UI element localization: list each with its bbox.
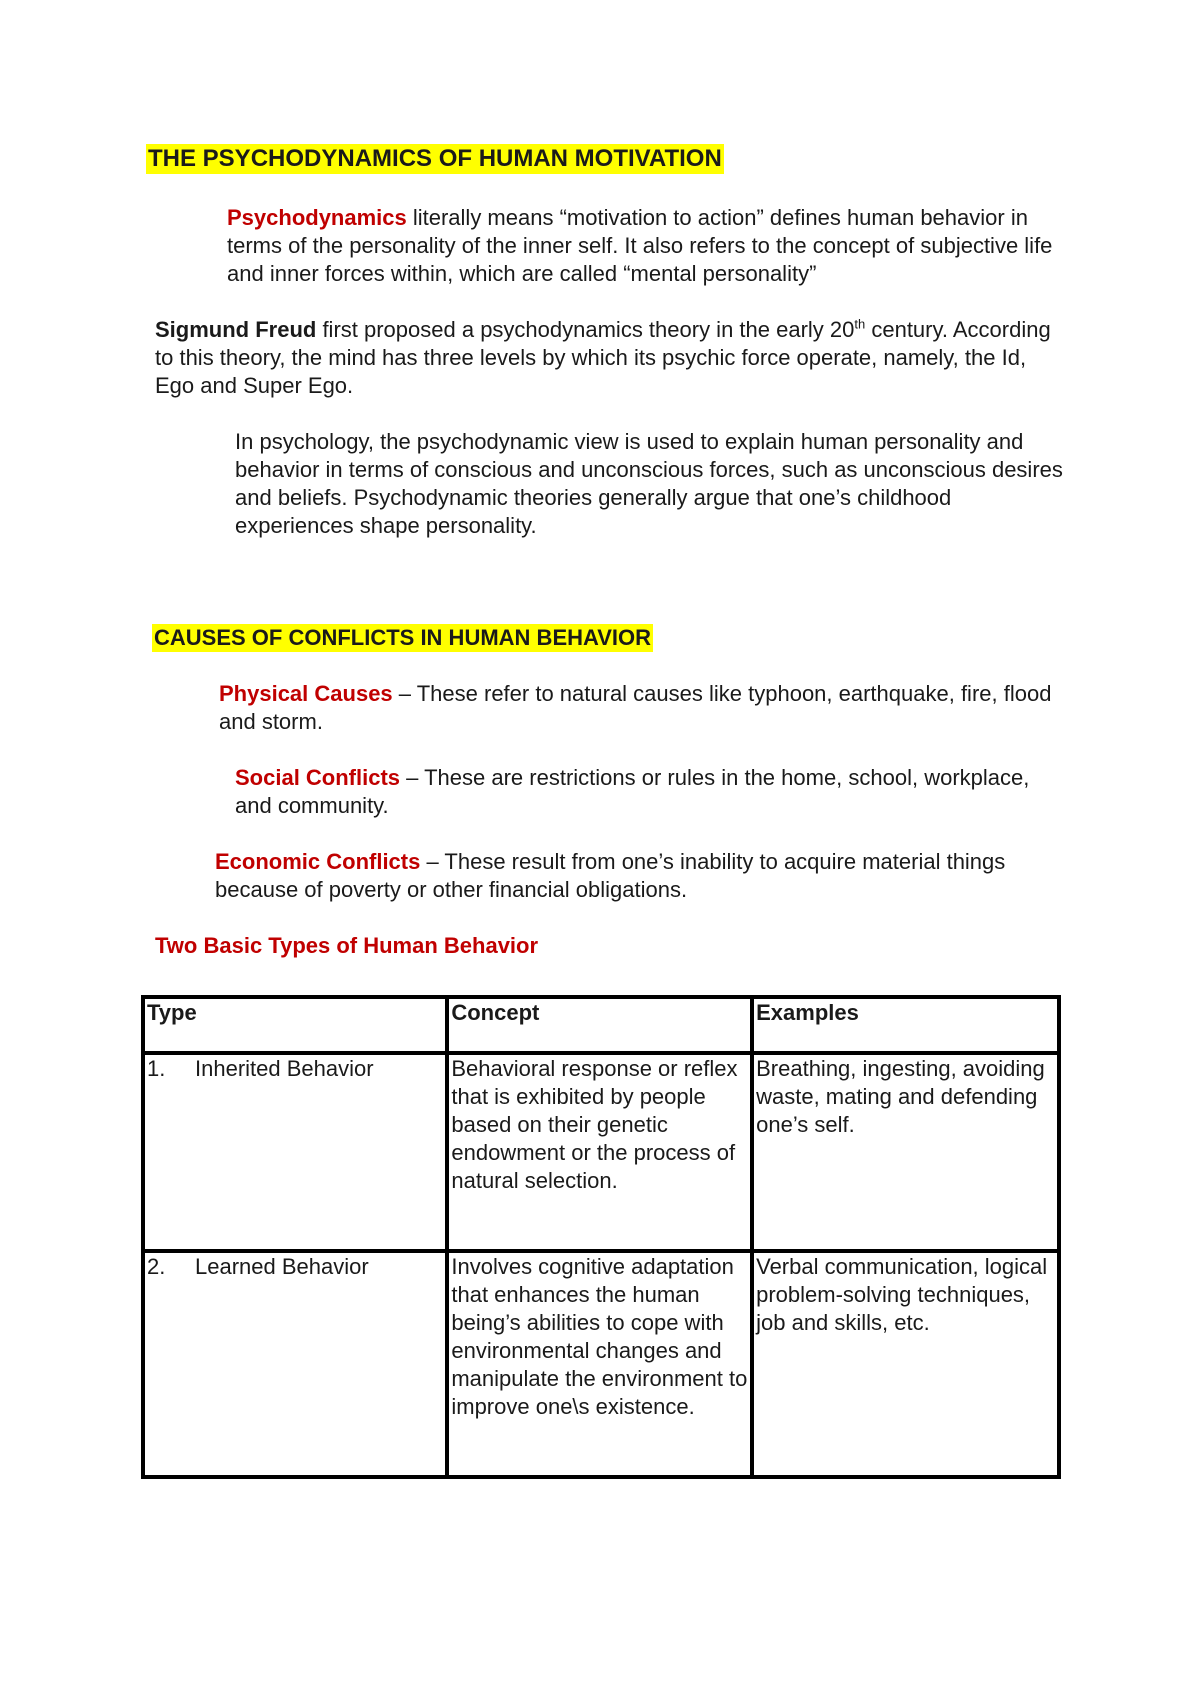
cell-type	[143, 1251, 447, 1477]
table-row	[143, 1251, 1059, 1477]
cell-examples: Verbal communication, logical problem-solving techniques, job and skills, etc.	[752, 1251, 1059, 1477]
causes-heading: CAUSES OF CONFLICTS IN HUMAN BEHAVIOR	[154, 625, 652, 650]
cell-examples: Breathing, ingesting, avoiding waste, mating and defending one’s self.	[752, 1053, 1059, 1251]
page-title: THE PSYCHODYNAMICS OF HUMAN MOTIVATION	[148, 145, 722, 172]
psychology-paragraph: In psychology, the psychodynamic view is used to explain human personality and behavior in terms of conscious and unconscious forces, such as unconscious desires and beliefs. Psychodynamic theories generally argue that one’s childhood experiences shape personality.	[235, 429, 1063, 538]
row-number: 2.	[147, 1254, 166, 1279]
freud-paragraph	[146, 316, 1066, 400]
cause-physical	[146, 680, 1066, 736]
cause-economic	[146, 848, 1066, 904]
document-body	[146, 144, 1066, 960]
freud-superscript: th	[854, 316, 866, 332]
intro-paragraph	[146, 204, 1066, 288]
cell-type	[143, 1053, 447, 1251]
term-sigmund-freud: Sigmund Freud	[155, 317, 317, 342]
cause-economic-text: – These result from one’s inability to acquire material things because of poverty or other financial obligations.	[215, 849, 1006, 902]
freud-text-1: first proposed a psychodynamics theory in the early 20	[316, 317, 855, 342]
behavior-types-table	[141, 995, 1061, 1479]
cause-social	[146, 764, 1066, 820]
cell-concept: Behavioral response or reflex that is exhibited by people based on their genetic endowment or the process of natural selection.	[447, 1053, 752, 1251]
header-concept: Concept	[447, 997, 752, 1053]
table-header-row	[143, 997, 1059, 1053]
table-heading: Two Basic Types of Human Behavior	[155, 933, 539, 958]
type-label: Learned Behavior	[195, 1254, 369, 1279]
header-examples: Examples	[752, 997, 1059, 1053]
cell-concept: Involves cognitive adaptation that enhances the human being’s abilities to cope with environmental changes and manipulate the environment to improve one\s existence.	[447, 1251, 752, 1477]
table-row	[143, 1053, 1059, 1251]
row-number: 1.	[147, 1056, 166, 1081]
term-psychodynamics: Psychodynamics	[227, 205, 407, 230]
intro-text: literally means “motivation to action” defines human behavior in terms of the personality of the inner self. It also refers to the concept of subjective life and inner forces within, which are called “mental personality”	[227, 205, 1053, 286]
term-economic-conflicts: Economic Conflicts	[215, 849, 421, 874]
type-label: Inherited Behavior	[195, 1056, 374, 1081]
cause-physical-text: – These refer to natural causes like typhoon, earthquake, fire, flood and storm.	[219, 681, 1052, 734]
header-type: Type	[143, 997, 447, 1053]
term-social-conflicts: Social Conflicts	[235, 765, 401, 790]
freud-text-2: century. According to this theory, the mind has three levels by which its psychic force operate, namely, the Id, Ego and Super Ego.	[155, 317, 1051, 398]
cause-social-text: – These are restrictions or rules in the home, school, workplace, and community.	[235, 765, 1030, 818]
term-physical-causes: Physical Causes	[219, 681, 393, 706]
